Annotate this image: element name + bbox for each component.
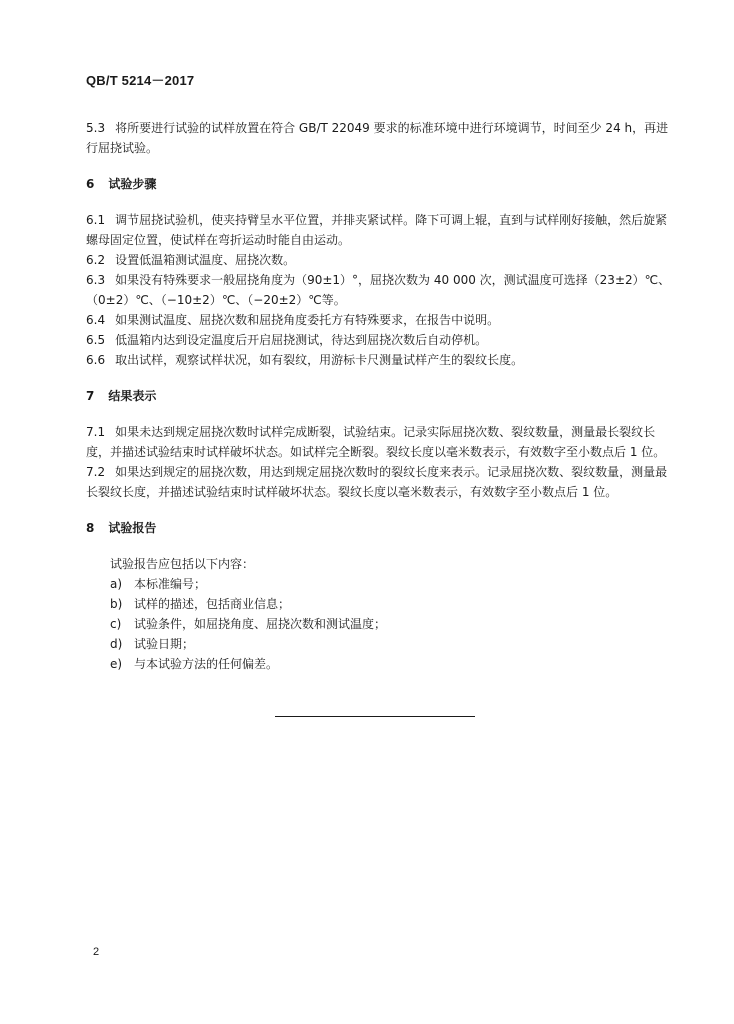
clause-text: 如果未达到规定屈挠次数时试样完成断裂，试验结束。记录实际屈挠次数、裂纹数量，测量最长裂纹长度，并描述试验结束时试样破坏状态。如试样完全断裂。裂纹长度以毫米数表示，有效数字至小数点后 1 位。 bbox=[86, 425, 666, 459]
clause-number: 5.3 bbox=[86, 121, 106, 135]
list-text: 试验日期； bbox=[134, 637, 195, 651]
clause-text: 取出试样，观察试样状况，如有裂纹，用游标卡尺测量试样产生的裂纹长度。 bbox=[115, 353, 524, 367]
clause-number: 7.2 bbox=[86, 465, 106, 479]
clause-6-6 bbox=[86, 350, 674, 370]
section-title: 试验步骤 bbox=[108, 177, 157, 191]
list-item bbox=[110, 634, 674, 654]
list-marker: a) bbox=[110, 577, 123, 591]
list-marker: b) bbox=[110, 597, 123, 611]
list-text: 本标准编号； bbox=[134, 577, 207, 591]
clause-text: 如果达到规定的屈挠次数，用达到规定屈挠次数时的裂纹长度来表示。记录屈挠次数、裂纹数量，测量最长裂纹长度，并描述试验结束时试样破坏状态。裂纹长度以毫米数表示，有效数字至小数点后 1 位。 bbox=[86, 465, 668, 499]
list-item bbox=[110, 654, 674, 674]
list-marker: c) bbox=[110, 617, 122, 631]
list-marker: e) bbox=[110, 657, 123, 671]
section-title: 结果表示 bbox=[108, 389, 157, 403]
clause-6-4 bbox=[86, 310, 674, 330]
clause-number: 6.2 bbox=[86, 253, 106, 267]
clause-number: 6.5 bbox=[86, 333, 106, 347]
clause-number: 6.6 bbox=[86, 353, 106, 367]
list-text: 试验条件，如屈挠角度、屈挠次数和测试温度； bbox=[134, 617, 387, 631]
clause-text: 将所要进行试验的试样放置在符合 GB/T 22049 要求的标准环境中进行环境调节，时间至少 24 h，再进行屈挠试验。 bbox=[86, 121, 669, 155]
clause-6-3 bbox=[86, 270, 674, 310]
section-6-heading bbox=[86, 174, 674, 194]
section-number: 7 bbox=[86, 389, 95, 403]
section-number: 8 bbox=[86, 521, 95, 535]
clause-7-2 bbox=[86, 462, 674, 502]
clause-text: 如果没有特殊要求一般屈挠角度为（90±1）°，屈挠次数为 40 000 次，测试温度可选择（23±2）℃、（0±2）℃、（−10±2）℃、（−20±2）℃等。 bbox=[86, 273, 671, 307]
list-item bbox=[110, 594, 674, 614]
clause-text: 设置低温箱测试温度、屈挠次数。 bbox=[115, 253, 296, 267]
section-7-heading bbox=[86, 386, 674, 406]
section-title: 试验报告 bbox=[108, 521, 157, 535]
clause-5-3 bbox=[86, 118, 674, 158]
end-rule-divider bbox=[275, 716, 475, 717]
section-8-heading bbox=[86, 518, 674, 538]
clause-6-5 bbox=[86, 330, 674, 350]
list-marker: d) bbox=[110, 637, 123, 651]
clause-number: 6.3 bbox=[86, 273, 106, 287]
list-item bbox=[110, 574, 674, 594]
clause-7-1 bbox=[86, 422, 674, 462]
document-body bbox=[86, 118, 674, 674]
list-item bbox=[110, 614, 674, 634]
clause-6-2 bbox=[86, 250, 674, 270]
section-number: 6 bbox=[86, 177, 95, 191]
report-intro: 试验报告应包括以下内容： bbox=[110, 557, 255, 571]
clause-text: 调节屈挠试验机，使夹持臂呈水平位置，并排夹紧试样。降下可调上辊，直到与试样刚好接触，然后旋紧螺母固定位置，使试样在弯折运动时能自由运动。 bbox=[86, 213, 668, 247]
clause-number: 7.1 bbox=[86, 425, 106, 439]
clause-number: 6.4 bbox=[86, 313, 106, 327]
clause-text: 如果测试温度、屈挠次数和屈挠角度委托方有特殊要求，在报告中说明。 bbox=[115, 313, 500, 327]
clause-text: 低温箱内达到设定温度后开启屈挠测试，待达到屈挠次数后自动停机。 bbox=[115, 333, 488, 347]
page-number: 2 bbox=[93, 946, 100, 958]
clause-6-1 bbox=[86, 210, 674, 250]
list-text: 试样的描述，包括商业信息； bbox=[134, 597, 291, 611]
clause-number: 6.1 bbox=[86, 213, 106, 227]
list-text: 与本试验方法的任何偏差。 bbox=[134, 657, 279, 671]
standard-code-header: QB/T 5214－2017 bbox=[86, 73, 195, 88]
